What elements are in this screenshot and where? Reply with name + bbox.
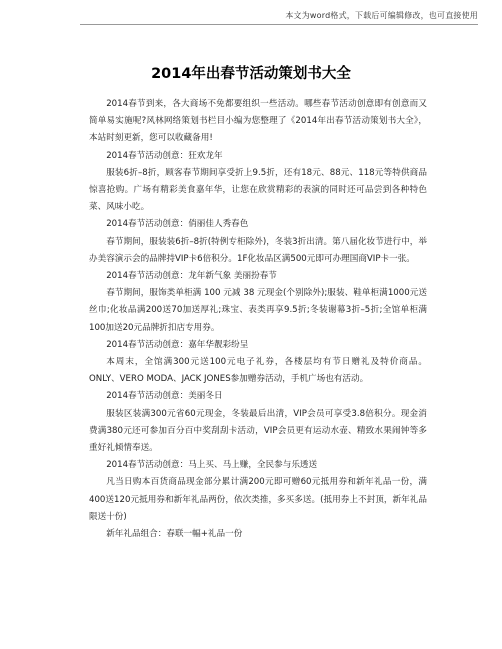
section-heading: 2014春节活动创意：美丽冬日	[106, 391, 223, 402]
section-heading: 2014春节活动创意：嘉年华靓彩纷呈	[106, 339, 249, 350]
body-paragraph: 春节期间，服饰类单柜满 100 元减 38 元现金(个别除外);服装、鞋单柜满1000元送丝巾;化妆品满200送70加送厚礼;珠宝、表类再享9.5折;冬装谢幕3折–5折;全馆单柜满100加送20元品牌折扣店专用券。	[89, 288, 427, 333]
header-divider	[80, 24, 478, 25]
header-note: 本文为word格式，下载后可编辑修改，也可直接使用	[285, 11, 478, 20]
body-paragraph: 凡当日购本百货商品现金部分累计满200元即可赠60元抵用券和新年礼品一份，满400送120元抵用券和新年礼品两份，依次类推，多买多送。(抵用券上不封顶，新年礼品限送十份)	[89, 477, 427, 522]
body-paragraph: 服装6折–8折，顾客春节期间享受折上9.5折，还有18元、88元、118元等特供商品惊喜抢购。广场有精彩美食嘉年华，让您在欣赏精彩的表演的同时还可品尝到各种特色菜、风味小吃。	[89, 167, 427, 213]
section-heading: 2014春节活动创意：俏丽佳人秀春色	[106, 219, 249, 230]
document-title: 2014年出春节活动策划书大全	[151, 66, 351, 82]
body-paragraph: 春节期间，服装装6折–8折(特例专柜除外)，冬装3折出清。第八届化妆节进行中，举办美容演示会的品牌持VIP卡6倍积分。1F化妆品区满500元即可办理国商VIP卡一张。	[89, 236, 427, 264]
document-body	[89, 96, 427, 543]
intro-paragraph: 2014春节到来，各大商场不免都要组织一些活动。哪些春节活动创意即有创意而又简单易实施呢?风林网络策划书栏目小编为您整理了《2014年出春节活动策划书大全》，本站时刻更新，您可以收藏备用!	[89, 99, 427, 144]
section-heading: 2014春节活动创意：龙年新气象 美丽扮春节	[106, 271, 277, 282]
section-heading: 2014春节活动创意：马上买、马上赚，全民参与乐透送	[106, 460, 318, 471]
body-paragraph: 本周末，全馆满300元送100元电子礼券，各楼层均有节日赠礼及特价商品。ONLY、VERO MODA、JACK JONES参加赠券活动，手机广场也有活动。	[89, 357, 427, 385]
body-paragraph: 新年礼品组合：春联一幅+礼品一份	[106, 529, 243, 540]
section-heading: 2014春节活动创意：狂欢龙年	[106, 150, 223, 161]
body-paragraph: 服装区装满300元省60元现金，冬装最后出清，VIP会员可享受3.8倍积分。现金消费满380元还可参加百分百中奖刮刮卡活动，VIP会员更有运动水壶、精致水果闹钟等多重好礼倾情奉送。	[89, 408, 427, 454]
